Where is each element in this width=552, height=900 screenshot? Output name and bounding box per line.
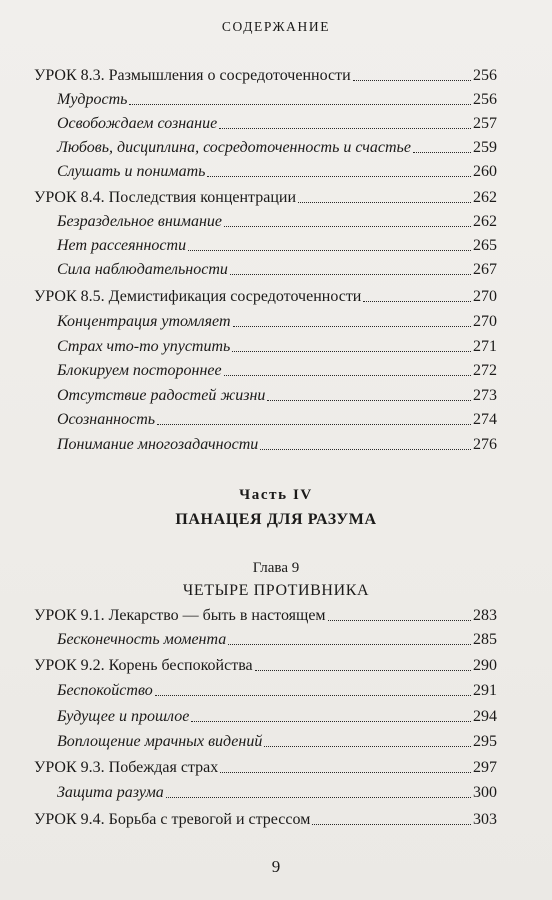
entry-page: 267 [473, 261, 497, 278]
toc-lesson-9-1 [34, 604, 497, 626]
part-title: ПАНАЦЕЯ ДЛЯ РАЗУМА [175, 511, 377, 528]
entry-title: Защита разума [57, 784, 164, 801]
entry-title: Освобождаем сознание [57, 115, 218, 132]
entry-page: 260 [473, 163, 497, 180]
toc-subentry [57, 384, 497, 406]
dot-leader [233, 326, 472, 327]
entry-page: 270 [473, 313, 497, 330]
dot-leader [224, 226, 471, 227]
entry-page: 273 [473, 387, 497, 404]
entry-title: Сила наблюдательности [57, 261, 228, 278]
entry-title: Слушать и понимать [57, 163, 206, 180]
dot-leader [157, 424, 471, 425]
dot-leader [298, 202, 471, 203]
entry-title: Безраздельное внимание [57, 213, 223, 230]
entry-title: Будущее и прошлое [57, 708, 190, 725]
dot-leader [220, 772, 471, 773]
toc-lesson-9-2 [34, 654, 497, 676]
entry-title: Блокируем постороннее [57, 362, 222, 379]
entry-page: 291 [473, 682, 497, 699]
dot-leader [166, 797, 471, 798]
chapter-label: Глава 9 [252, 560, 300, 576]
entry-page: 297 [473, 759, 497, 776]
entry-page: 256 [473, 67, 497, 84]
dot-leader [129, 104, 471, 105]
entry-title: УРОК 9.3. Побеждая страх [34, 759, 219, 776]
running-head: СОДЕРЖАНИЕ [221, 19, 331, 34]
entry-title: Отсутствие радостей жизни [57, 387, 266, 404]
entry-title: УРОК 8.3. Размышления о сосредоточенности [34, 67, 351, 84]
entry-title: Концентрация утомляет [57, 313, 231, 330]
toc-subentry [57, 628, 497, 650]
entry-page: 257 [473, 115, 497, 132]
dot-leader [328, 620, 471, 621]
entry-page: 256 [473, 91, 497, 108]
dot-leader [353, 80, 471, 81]
dot-leader [188, 250, 471, 251]
toc-lesson-9-3 [34, 756, 497, 778]
dot-leader [413, 152, 471, 153]
entry-page: 276 [473, 436, 497, 453]
dot-leader [219, 128, 471, 129]
dot-leader [155, 695, 471, 696]
part-label: Часть IV [239, 487, 313, 503]
chapter-title: ЧЕТЫРЕ ПРОТИВНИКА [182, 582, 370, 599]
toc-subentry [57, 136, 497, 158]
toc-lesson-8-4 [34, 186, 497, 208]
entry-title: УРОК 9.4. Борьба с тревогой и стрессом [34, 811, 311, 828]
toc-subentry [57, 730, 497, 752]
entry-page: 290 [473, 657, 497, 674]
dot-leader [207, 176, 471, 177]
dot-leader [255, 670, 471, 671]
dot-leader [228, 644, 471, 645]
toc-subentry [57, 160, 497, 182]
entry-page: 295 [473, 733, 497, 750]
entry-title: Беспокойство [57, 682, 153, 699]
dot-leader [260, 449, 471, 450]
dot-leader [230, 274, 471, 275]
entry-page: 265 [473, 237, 497, 254]
toc-subentry [57, 679, 497, 701]
entry-title: УРОК 9.2. Корень беспокойства [34, 657, 253, 674]
dot-leader [191, 721, 471, 722]
entry-title: Бесконечность момента [57, 631, 227, 648]
toc-lesson-9-4 [34, 808, 497, 830]
dot-leader [363, 301, 471, 302]
entry-title: Мудрость [57, 91, 128, 108]
entry-page: 271 [473, 338, 497, 355]
entry-title: Любовь, дисциплина, сосредоточенность и счастье [57, 139, 411, 156]
entry-title: УРОК 8.5. Демистификация сосредоточенности [34, 288, 362, 305]
entry-title: Нет рассеянности [57, 237, 187, 254]
dot-leader [264, 746, 471, 747]
entry-page: 285 [473, 631, 497, 648]
entry-title: Понимание многозадачности [57, 436, 259, 453]
entry-title: УРОК 8.4. Последствия концентрации [34, 189, 297, 206]
toc-subentry [57, 310, 497, 332]
entry-title: Страх что-то упустить [57, 338, 231, 355]
entry-page: 294 [473, 708, 497, 725]
entry-page: 300 [473, 784, 497, 801]
toc-subentry [57, 210, 497, 232]
dot-leader [232, 351, 471, 352]
toc-subentry [57, 408, 497, 430]
toc-lesson-8-5 [34, 285, 497, 307]
entry-page: 272 [473, 362, 497, 379]
entry-page: 259 [473, 139, 497, 156]
toc-subentry [57, 335, 497, 357]
toc-subentry [57, 234, 497, 256]
entry-page: 270 [473, 288, 497, 305]
toc-subentry [57, 781, 497, 803]
dot-leader [224, 375, 471, 376]
toc-subentry [57, 88, 497, 110]
entry-title: Осознанность [57, 411, 156, 428]
entry-page: 274 [473, 411, 497, 428]
entry-page: 283 [473, 607, 497, 624]
entry-title: Воплощение мрачных видений [57, 733, 263, 750]
toc-subentry [57, 705, 497, 727]
entry-page: 262 [473, 189, 497, 206]
toc-subentry [57, 112, 497, 134]
toc-subentry [57, 359, 497, 381]
dot-leader [267, 400, 471, 401]
dot-leader [312, 824, 471, 825]
entry-page: 303 [473, 811, 497, 828]
toc-subentry [57, 433, 497, 455]
page-number: 9 [271, 857, 281, 876]
toc-subentry [57, 258, 497, 280]
entry-title: УРОК 9.1. Лекарство — быть в настоящем [34, 607, 326, 624]
toc-lesson-8-3 [34, 64, 497, 86]
entry-page: 262 [473, 213, 497, 230]
